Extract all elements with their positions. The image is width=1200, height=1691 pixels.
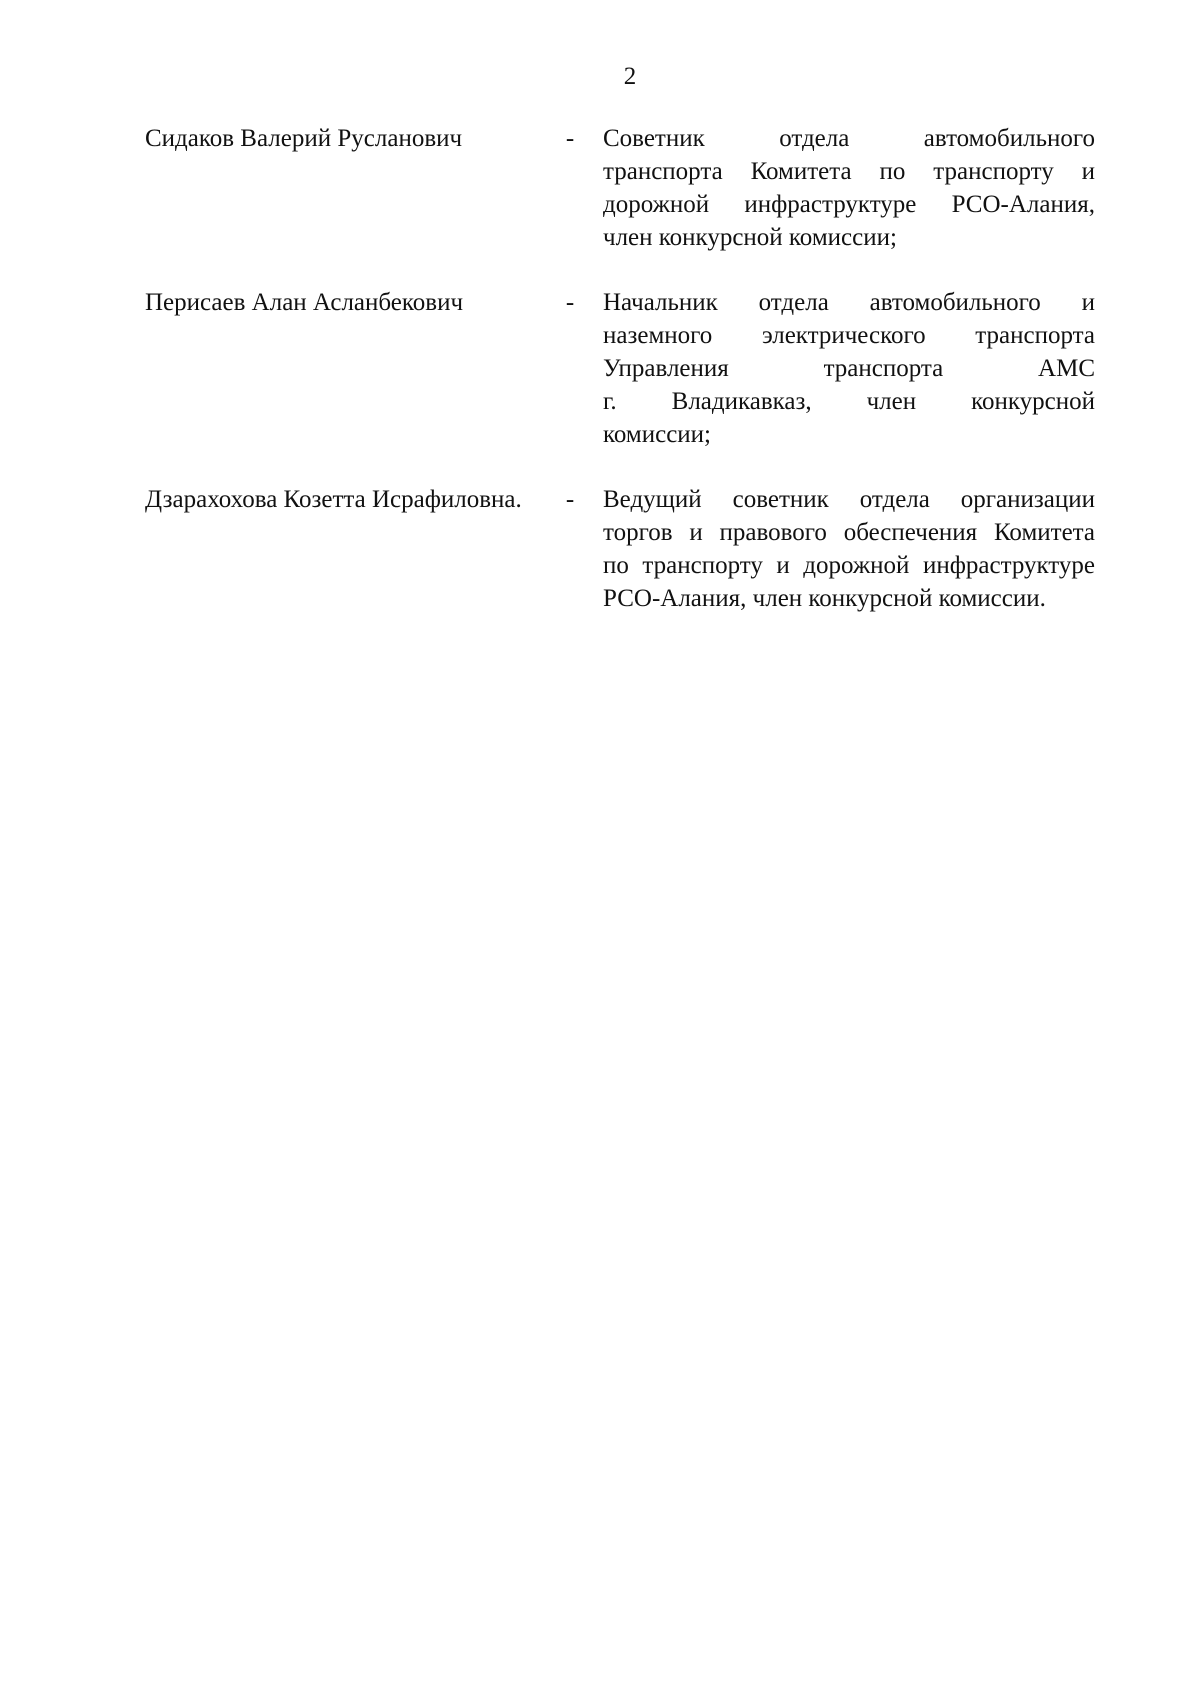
member-role [603,483,1095,615]
role-line: комиссии; [603,421,711,448]
role-line: по транспорту и дорожной инфраструктуре [603,552,1095,579]
role-line: Ведущий советник отдела организации [603,486,1095,513]
member-dash: - [565,125,575,152]
page-number: 2 [623,63,637,90]
role-line: Советник отдела автомобильного [603,125,1095,152]
role-line: торгов и правового обеспечения Комитета [603,519,1095,546]
role-line: Начальник отдела автомобильного и [603,289,1095,316]
member-role [603,122,1095,254]
member-name: Сидаков Валерий Русланович [145,125,463,152]
role-line: г. Владикавказ, член конкурсной [603,388,1095,415]
member-name: Перисаев Алан Асланбекович [145,289,464,316]
member-dash: - [565,486,575,513]
role-line: транспорта Комитета по транспорту и [603,158,1095,185]
member-name: Дзарахохова Козетта Исрафиловна. [145,486,522,513]
role-line: дорожной инфраструктуре РСО-Алания, [603,191,1095,218]
role-line: член конкурсной комиссии; [603,224,897,251]
role-line: наземного электрического транспорта [603,322,1095,349]
role-line: РСО-Алания, член конкурсной комиссии. [603,585,1046,612]
member-dash: - [565,289,575,316]
role-line: Управления транспорта АМС [603,355,1095,382]
member-role [603,286,1095,451]
